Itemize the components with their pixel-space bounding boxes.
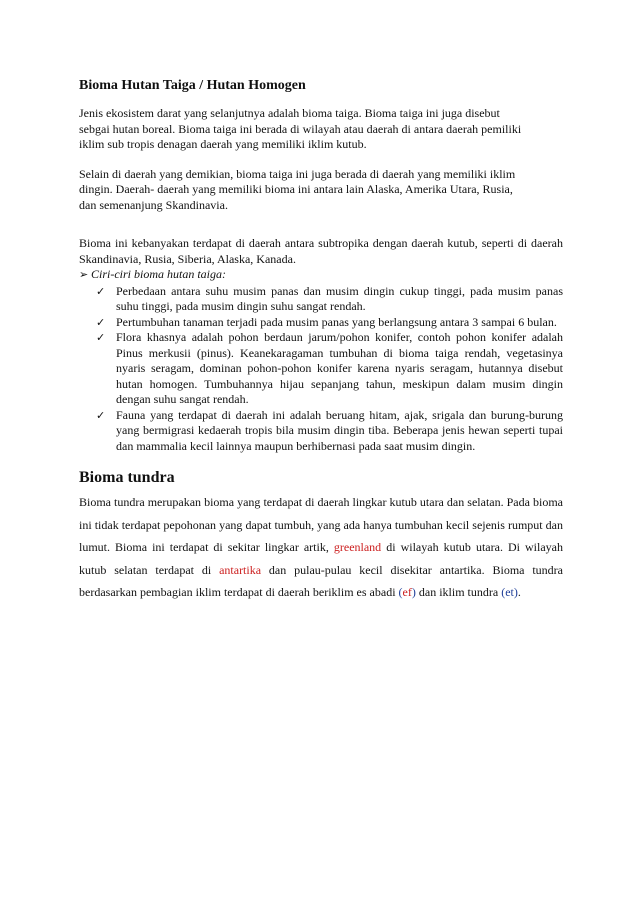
taiga-paragraph-3: Bioma ini kebanyakan terdapat di daerah antara subtropika dengan daerah kutub, seperti di daerah Skandinavia, Rusia, Siberia, Alaska, Kanada. [79,236,563,266]
taiga-title: Bioma Hutan Taiga / Hutan Homogen [79,78,306,93]
taiga-paragraph-2-line: Selain di daerah yang demikian, bioma taiga ini juga berada di daerah yang memiliki iklim [79,166,516,181]
check-mark-icon: ✓ [96,284,106,298]
taiga-paragraph-1 [79,106,563,153]
ciri-heading [79,267,563,284]
paren-open: ( [501,585,506,600]
tundra-text: dan iklim tundra [415,585,502,600]
tundra-text: di wilayah kutub utara. Di wilayah kutub selatan terdapat di [79,540,563,577]
taiga-paragraph-1-line: iklim sub tropis denagan daerah yang memiliki iklim kutub. [79,137,367,151]
check-mark-icon: ✓ [96,315,106,329]
list-item-text: Pertumbuhan tanaman terjadi pada musim panas yang berlangsung antara 3 sampai 6 bulan. [116,314,557,329]
list-item [96,284,563,315]
taiga-paragraph-1-line: Jenis ekosistem darat yang selanjutnya adalah bioma taiga. Bioma taiga ini juga disebut [79,106,500,120]
tundra-text: Bioma tundra merupakan bioma yang terdapat di daerah lingkar kutub utara dan selatan. Pada bioma ini tidak terdapat pepohonan yang dapat tumbuh, yang ada hanya tumbuhan kecil sejenis rumput dan lumut. Bioma ini terdapat di sekitar lingkar artik, [79,495,563,555]
taiga-paragraph-1-line: sebgai hutan boreal. Bioma taiga ini berada di wilayah atau daerah di antara daerah pemiliki [79,121,522,136]
tundra-title: Bioma tundra [79,469,175,486]
check-mark-icon: ✓ [96,408,106,422]
arrow-right-icon: ➢ [79,269,89,281]
greenland-link[interactable]: greenland [333,540,382,555]
tundra-text: dan pulau-pulau kecil disekitar antartika. Bioma tundra berdasarkan pembagian iklim terdapat di daerah beriklim es abadi [79,562,563,600]
antartika-link[interactable]: antartika [219,562,262,577]
list-item [96,330,563,408]
taiga-paragraph-2-line: dan semenanjung Skandinavia. [79,197,228,212]
tundra-paragraph [79,491,563,604]
taiga-paragraph-2 [79,167,563,214]
ciri-list [79,284,563,455]
paren-close: ) [513,585,518,600]
check-mark-icon: ✓ [96,331,106,344]
list-item-text: Perbedaan antara suhu musim panas dan musim dingin cukup tinggi, pada musim panas suhu tinggi, pada musim dingin suhu sangat rendah. [116,283,563,313]
paren-close: ) [411,585,416,600]
document-page [79,78,563,604]
ef-abbreviation: ef [402,585,412,600]
taiga-paragraph-2-line: dingin. Daerah- daerah yang memiliki bioma ini antara lain Alaska, Amerika Utara, Rusia, [79,182,513,196]
ciri-heading-text: Ciri-ciri bioma hutan taiga: [91,267,226,281]
et-abbreviation: et [505,585,514,600]
list-item [96,315,563,331]
list-item-text: Flora khasnya adalah pohon berdaun jarum/pohon konifer, contoh pohon konifer adalah Pinus merkusii (pinus). Keanekaragaman tumbuhan di bioma taiga rendah, vegetasinya nyaris seragam, dominan pohon-pohon konifer karena nyaris seragam, hutannya disebut hutan homogen. Tumbuhannya hijau sepanjang tahun, meskipun dalam musim dingin dengan suhu sangat rendah. [116,330,563,406]
paren-open: ( [398,585,403,600]
tundra-text: . [517,585,521,600]
list-item-text: Fauna yang terdapat di daerah ini adalah beruang hitam, ajak, srigala dan burung-burung yang bermigrasi kedaerah tropis bila musim dingin tiba. Beberapa jenis hewan seperti tupai dan mammalia kecil lainnya maupun berhibernasi pada saat musim dingin. [116,407,563,453]
list-item [96,408,563,455]
